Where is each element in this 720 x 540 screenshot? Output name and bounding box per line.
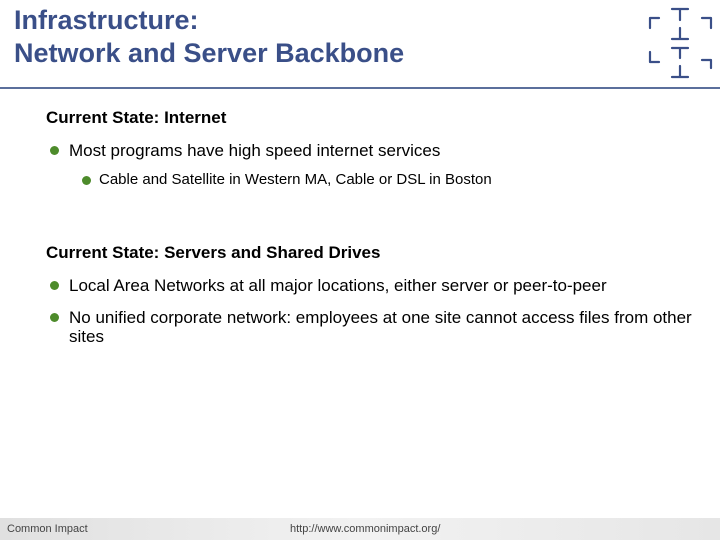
title-divider xyxy=(0,87,720,89)
bullet-text: Most programs have high speed internet services xyxy=(69,141,441,160)
title-line-1: Infrastructure: xyxy=(14,5,199,35)
section-heading: Current State: Servers and Shared Drives xyxy=(46,243,381,262)
slide-title xyxy=(14,4,404,70)
section-heading: Current State: Internet xyxy=(46,108,227,127)
section-servers xyxy=(46,243,716,346)
bullet-text: No unified corporate network: employees at one site cannot access files from other sites xyxy=(69,308,692,346)
bullet-item xyxy=(46,308,716,346)
arrows-logo-icon xyxy=(640,0,720,85)
sub-bullet-text: Cable and Satellite in Western MA, Cable or DSL in Boston xyxy=(99,171,492,188)
slide-body xyxy=(46,108,716,346)
sub-bullet-item xyxy=(46,171,716,189)
bullet-dot-icon xyxy=(82,176,91,185)
bullet-dot-icon xyxy=(50,281,59,290)
title-line-2: Network and Server Backbone xyxy=(14,38,405,68)
bullet-dot-icon xyxy=(50,313,59,322)
bullet-dot-icon xyxy=(50,146,59,155)
bullet-item xyxy=(46,276,716,295)
bullet-text: Local Area Networks at all major locations, either server or peer-to-peer xyxy=(69,276,607,295)
footer-org: Common Impact xyxy=(7,523,88,535)
footer-url: http://www.commonimpact.org/ xyxy=(290,523,441,535)
section-internet xyxy=(46,108,716,189)
bullet-item xyxy=(46,141,716,160)
